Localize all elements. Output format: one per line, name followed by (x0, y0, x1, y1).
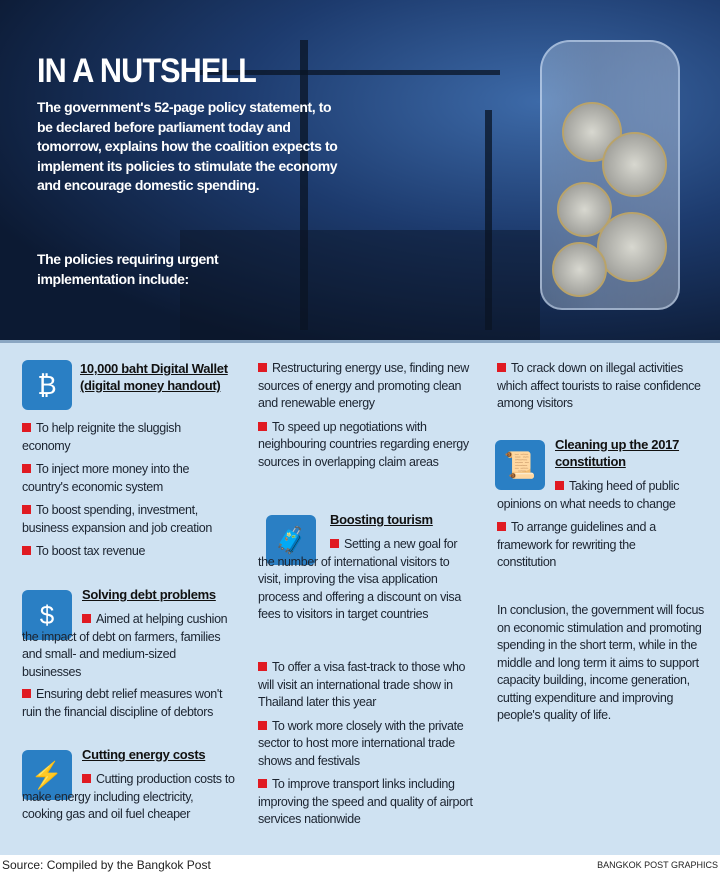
debt-bullets (22, 611, 237, 687)
constitution-bullet-1 (497, 478, 712, 519)
energy-plug-icon: ⚡ (22, 750, 72, 800)
bullet: To offer a visa fast-track to those who will visit an international trade show in Thailand later this year (258, 660, 466, 709)
source-note: Source: Compiled by the Bangkok Post (2, 858, 211, 872)
bullet: To work more closely with the private sector to host more international trade shows and festivals (258, 718, 464, 768)
coin (597, 212, 667, 282)
hero-image (0, 0, 720, 340)
bullet: To speed up negotiations with neighbouring countries regarding energy sources in overlapping claim areas (258, 419, 469, 469)
energy-more-bullets (258, 360, 473, 477)
bullet: To inject more money into the country's economic system (22, 462, 190, 494)
traveler-icon: 🧳 (266, 515, 316, 565)
debt-burden-icon: $ (22, 590, 72, 640)
constitution-bullet-2 (497, 519, 692, 578)
bullet: Aimed at helping cushion the impact of debt on farmers, families and small- and medium-sized businesses (22, 612, 228, 679)
bullet: To boost tax revenue (22, 543, 227, 561)
bullet: To arrange guidelines and a framework for rewriting the constitution (497, 520, 656, 569)
heading-tourism: Boosting tourism (330, 512, 433, 527)
bullet: To boost spending, investment, business expansion and job creation (22, 503, 212, 535)
bullet: Setting a new goal for the number of international visitors to visit, improving the visa application process and offering a discount on visa fees to visitors in target countries (258, 537, 461, 621)
heading-constitution: Cleaning up the 2017 constitution (555, 437, 680, 469)
conclusion-text: In conclusion, the government will focus on economic stimulation and promoting spending in the short term, while in the middle and long term it aims to support capacity building, income generation, cutting expenditure and improving people's quality of life. (497, 603, 704, 722)
bullet: Restructuring energy use, finding new sources of energy and promoting clean and renewable energy (258, 361, 469, 410)
heading-digital-wallet: 10,000 baht Digital Wallet (digital money handout) (80, 361, 228, 393)
intro-text: The government's 52-page policy statement, to be declared before parliament today and tomorrow, explains how the coalition expects to implement its policies to stimulate the economy and encourage domestic spending. (37, 99, 338, 193)
bullet: To help reignite the sluggish economy (22, 421, 181, 453)
lead-text: The policies requiring urgent implementation include: (37, 251, 219, 287)
tourism-more-bullets (497, 360, 712, 419)
footer (0, 855, 720, 876)
bullet: To improve transport links including improving the speed and quality of airport services nationwide (258, 777, 473, 826)
graphics-credit: BANGKOK POST GRAPHICS (597, 860, 718, 870)
bitcoin-wallet-icon: ₿ (22, 360, 72, 410)
coin (602, 132, 667, 197)
debt-bullets-2 (22, 686, 237, 727)
coin (552, 242, 607, 297)
bullet: Taking heed of public opinions on what needs to change (497, 479, 680, 511)
page-title: IN A NUTSHELL (37, 52, 256, 90)
energy-bullets (22, 771, 237, 830)
tourism-bullets (258, 659, 473, 835)
bullet: To crack down on illegal activities which affect tourists to raise confidence among visitors (497, 361, 701, 410)
bullet: Ensuring debt relief measures won't ruin the financial discipline of debtors (22, 687, 223, 719)
document-scroll-icon: 📜 (495, 440, 545, 490)
heading-energy: Cutting energy costs (82, 747, 206, 762)
heading-debt: Solving debt problems (82, 587, 216, 602)
tourism-bullet-1 (258, 536, 473, 630)
bullet: Cutting production costs to make energy including electricity, cooking gas and oil fuel cheaper (22, 772, 235, 821)
digital-wallet-bullets (22, 420, 227, 567)
coin-jar-image (540, 40, 680, 310)
